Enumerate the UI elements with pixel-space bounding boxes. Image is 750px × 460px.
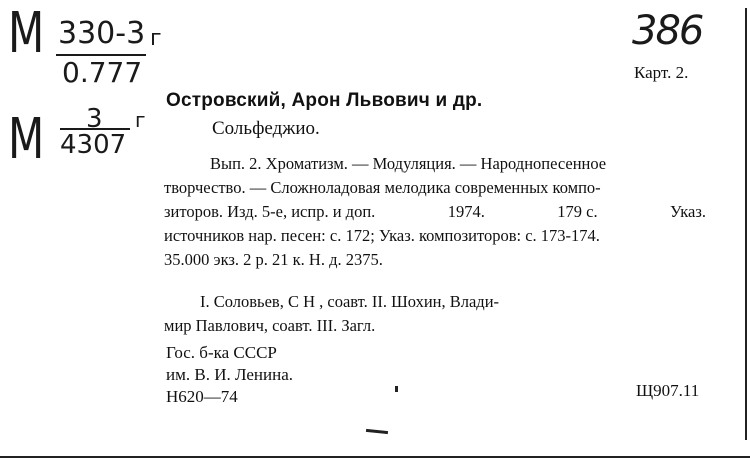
work-title: Сольфеджио. bbox=[212, 118, 320, 139]
description-line-1: Вып. 2. Хроматизм. — Модуляция. — Народнопесенное bbox=[210, 154, 607, 173]
shelf-mark-1-suffix: г bbox=[150, 26, 162, 51]
description-line-4: источников нар. песен: с. 172; Указ. композиторов: с. 173-174. bbox=[164, 226, 600, 245]
description-line-5: 35.000 экз. 2 р. 21 к. Н. д. 2375. bbox=[164, 250, 383, 269]
library-name: Гос. б-ка СССР bbox=[166, 343, 277, 362]
shelf-mark-1-denominator: 0.777 bbox=[62, 56, 143, 89]
card-bottom-edge bbox=[0, 456, 750, 458]
handwritten-letter-bottom: М bbox=[8, 107, 45, 172]
library-dedication: им. В. И. Ленина. bbox=[166, 365, 294, 384]
page-count: 179 с. bbox=[557, 202, 598, 221]
index-note-start: Указ. bbox=[670, 202, 706, 221]
edition-statement: зиторов. Изд. 5-е, испр. и доп. bbox=[164, 202, 376, 221]
shelf-mark-1-numerator: 330-3 bbox=[58, 16, 146, 51]
card-number-label: Карт. 2. bbox=[634, 63, 689, 82]
handwritten-letter-top: М bbox=[8, 1, 45, 66]
description-line-3 bbox=[164, 204, 706, 221]
stray-mark bbox=[395, 386, 398, 392]
stray-dash-mark bbox=[366, 429, 388, 434]
tracing-line-2: мир Павлович, соавт. III. Загл. bbox=[164, 316, 376, 335]
handwritten-card-reference: 386 bbox=[632, 8, 703, 54]
description-line-2: творчество. — Сложноладовая мелодика современных компо- bbox=[164, 178, 601, 197]
shelf-mark-2-denominator: 4307 bbox=[60, 130, 127, 160]
shelf-mark-2-suffix: г bbox=[135, 108, 146, 132]
card-right-edge bbox=[745, 8, 747, 440]
classification-number: Щ907.11 bbox=[636, 381, 700, 400]
tracing-line-1: I. Соловьев, С Н , соавт. II. Шохин, Влади- bbox=[200, 292, 500, 311]
order-code: Н620—74 bbox=[166, 387, 238, 406]
author-heading: Островский, Арон Львович и др. bbox=[166, 90, 483, 111]
shelf-mark-2-numerator: 3 bbox=[86, 104, 103, 134]
publication-year: 1974. bbox=[447, 202, 485, 221]
